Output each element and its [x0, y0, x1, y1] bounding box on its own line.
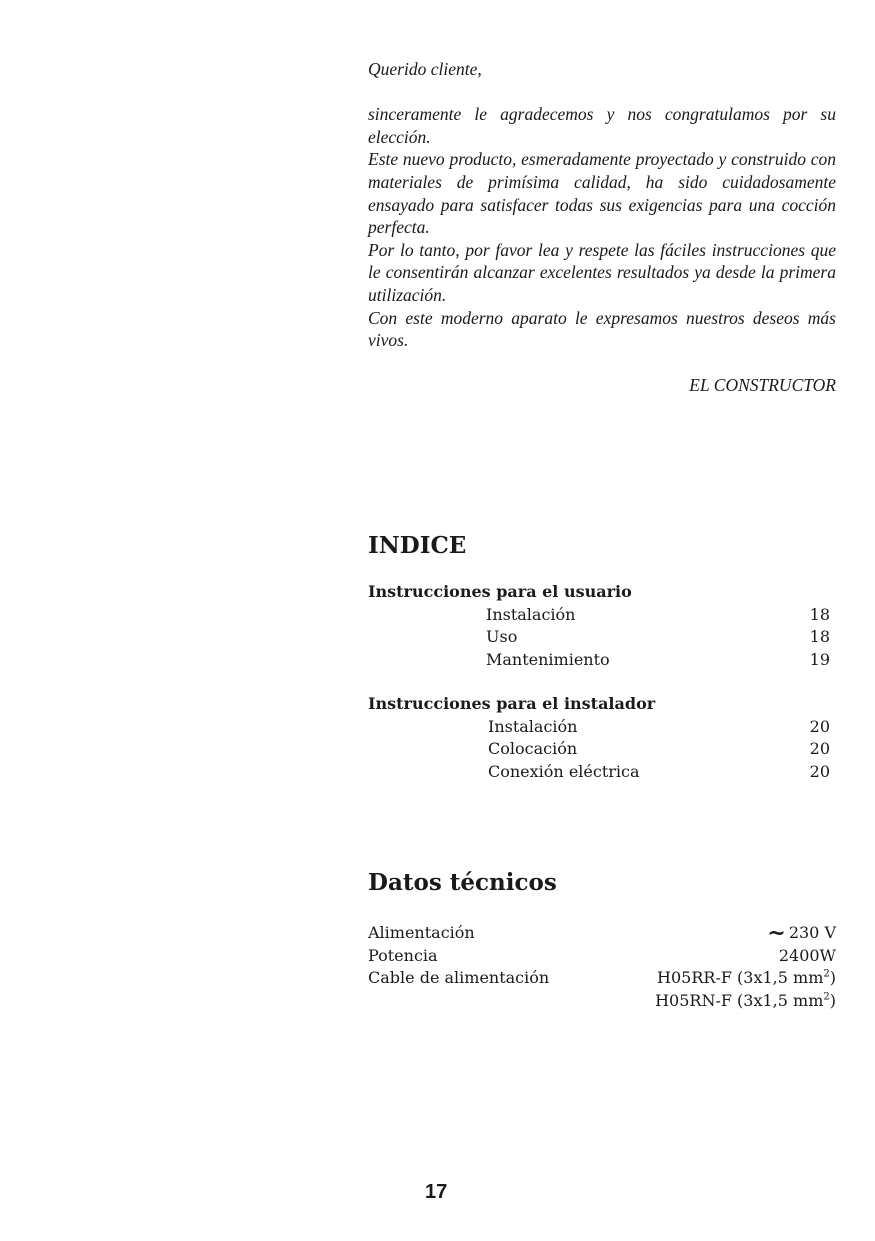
- index-entry: [368, 626, 830, 649]
- index-entry-label: Instalación: [488, 716, 578, 736]
- index-entry-label: Instalación: [486, 604, 576, 624]
- tech-label: Cable de alimentación: [368, 968, 550, 988]
- index-entry-page: 18: [809, 627, 830, 647]
- index-entry-label: Mantenimiento: [486, 649, 610, 669]
- index-entry: [368, 649, 830, 672]
- index-entry: [368, 604, 830, 627]
- index-entry-label: Conexión eléctrica: [488, 761, 640, 781]
- welcome-letter: [368, 58, 836, 397]
- tech-value: [655, 990, 836, 1013]
- index-entry-page: 18: [809, 604, 830, 624]
- page-number: 17: [425, 1181, 448, 1203]
- tech-value: [767, 922, 836, 945]
- index-entry-label: Uso: [486, 627, 518, 647]
- tech-value-text: 230 V: [788, 923, 836, 942]
- index-entry-page: 19: [809, 649, 830, 669]
- index-entry-page: 20: [809, 739, 830, 759]
- index-title: INDICE: [368, 532, 467, 559]
- letter-paragraph: Por lo tanto, por favor lea y respete las fáciles instrucciones que le consentirán alcanzar excelentes resultados ya desde la primera utilización.: [368, 239, 836, 305]
- letter-signature: EL CONSTRUCTOR: [689, 375, 836, 396]
- index-user-section: [368, 581, 830, 671]
- alternating-current-icon: ~: [767, 920, 786, 946]
- index-entry: [368, 761, 830, 784]
- superscript: 2: [823, 991, 830, 1003]
- letter-greeting: Querido cliente,: [368, 59, 482, 79]
- index-section-title: Instrucciones para el instalador: [368, 694, 656, 713]
- index-section-title: Instrucciones para el usuario: [368, 582, 632, 601]
- tech-label: Alimentación: [368, 923, 475, 942]
- letter-paragraph: Con este moderno aparato le expresamos nuestros deseos más vivos.: [368, 307, 836, 351]
- index-entry: [368, 716, 830, 739]
- tech-row-power: [368, 945, 836, 968]
- index-entry-label: Colocación: [488, 739, 578, 759]
- letter-paragraph: Este nuevo producto, esmeradamente proyectado y construido con materiales de primísima calidad, ha sido cuidadosamente ensayado para satisfacer todas sus exigencias para una cocción perfecta.: [368, 149, 836, 238]
- index-installer-section: [368, 693, 830, 783]
- tech-row-cable: [368, 967, 836, 990]
- tech-row-cable-alt: [368, 990, 836, 1013]
- letter-paragraph: sinceramente le agradecemos y nos congratulamos por su elección.: [368, 104, 836, 147]
- tech-data-table: [368, 922, 836, 1012]
- tech-value: [657, 967, 836, 990]
- index-entry-page: 20: [809, 716, 830, 736]
- index-entry-page: 20: [809, 761, 830, 781]
- index-entry: [368, 738, 830, 761]
- tech-value: 2400W: [778, 945, 836, 965]
- tech-value-text: H05RN-F (3x1,5 mm: [655, 990, 824, 1010]
- tech-value-text: H05RR-F (3x1,5 mm: [657, 968, 824, 988]
- tech-value-text: ): [829, 990, 836, 1010]
- tech-row-power-supply: [368, 922, 836, 945]
- superscript: 2: [823, 968, 830, 980]
- tech-label: Potencia: [368, 945, 438, 965]
- tech-data-title: Datos técnicos: [368, 869, 557, 896]
- tech-value-text: ): [829, 968, 836, 988]
